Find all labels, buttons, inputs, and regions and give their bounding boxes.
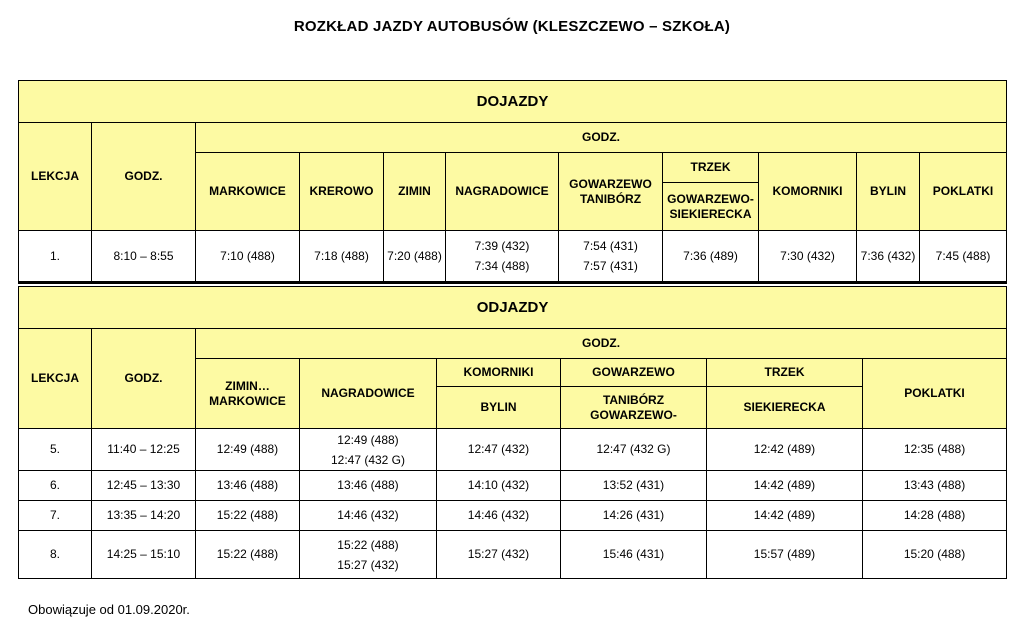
stop-header-taniborz: TANIBÓRZ GOWARZEWO- — [561, 387, 707, 429]
cell-gowarzewo: 13:52 (431) — [561, 471, 707, 501]
stop-header-poklatki: POKLATKI — [863, 359, 1007, 429]
arrivals-section-title: DOJAZDY — [19, 81, 1007, 123]
col-godz-header: GODZ. — [92, 123, 196, 231]
cell-gowarzewo: 12:47 (432 G) — [561, 429, 707, 471]
time-entry: 15:27 (432) — [337, 557, 399, 572]
cell-lekcja: 7. — [19, 501, 92, 531]
cell-zimin: 12:49 (488) — [196, 429, 300, 471]
cell-krerowo: 7:18 (488) — [300, 231, 384, 283]
cell-zimin: 13:46 (488) — [196, 471, 300, 501]
table-row — [19, 501, 1007, 531]
time-entry: 12:47 (432 G) — [330, 452, 406, 467]
stop-header-trzek: TRZEK — [707, 359, 863, 387]
time-entry: 7:34 (488) — [474, 259, 530, 273]
cell-trzek: 14:42 (489) — [707, 471, 863, 501]
cell-godz: 8:10 – 8:55 — [92, 231, 196, 283]
stop-header-gowarzewo: GOWARZEWO — [561, 359, 707, 387]
cell-zimin: 7:20 (488) — [384, 231, 446, 283]
document-title: ROZKŁAD JAZDY AUTOBUSÓW (KLESZCZEWO – SZKOŁA) — [293, 18, 731, 35]
stop-header-siekierecka: SIEKIERECKA — [707, 387, 863, 429]
cell-lekcja: 6. — [19, 471, 92, 501]
cell-komorniki: 14:10 (432) — [437, 471, 561, 501]
col-lekcja-header: LEKCJA — [19, 123, 92, 231]
cell-trzek: 14:42 (489) — [707, 501, 863, 531]
cell-nagradowice: 14:46 (432) — [300, 501, 437, 531]
stop-header-nagradowice: NAGRADOWICE — [446, 153, 559, 231]
stop-header-zimin: ZIMIN — [384, 153, 446, 231]
departures-table — [18, 286, 1007, 579]
cell-godz: 11:40 – 12:25 — [92, 429, 196, 471]
cell-poklatki: 12:35 (488) — [863, 429, 1007, 471]
validity-note: Obowiązuje od 01.09.2020r. — [28, 602, 190, 617]
cell-zimin: 15:22 (488) — [196, 501, 300, 531]
cell-poklatki: 7:45 (488) — [920, 231, 1007, 283]
cell-nagradowice — [300, 429, 437, 471]
cell-lekcja: 8. — [19, 531, 92, 579]
cell-poklatki: 14:28 (488) — [863, 501, 1007, 531]
col-godz-header: GODZ. — [92, 329, 196, 429]
cell-lekcja: 5. — [19, 429, 92, 471]
cell-gowarzewo — [559, 231, 663, 283]
cell-trzek: 7:36 (489) — [663, 231, 759, 283]
stop-header-komorniki: KOMORNIKI — [437, 359, 561, 387]
stop-header-komorniki: KOMORNIKI — [759, 153, 857, 231]
cell-nagradowice: 13:46 (488) — [300, 471, 437, 501]
time-entry: 7:54 (431) — [583, 239, 638, 253]
cell-godz: 12:45 – 13:30 — [92, 471, 196, 501]
cell-trzek: 12:42 (489) — [707, 429, 863, 471]
stop-header-bylin: BYLIN — [857, 153, 920, 231]
time-entry: 7:57 (431) — [583, 259, 638, 273]
group-godz-header: GODZ. — [196, 329, 1007, 359]
cell-komorniki: 12:47 (432) — [437, 429, 561, 471]
cell-zimin: 15:22 (488) — [196, 531, 300, 579]
cell-komorniki: 14:46 (432) — [437, 501, 561, 531]
time-entry: 12:49 (488) — [337, 432, 399, 447]
stop-header-poklatki: POKLATKI — [920, 153, 1007, 231]
departures-section-title: ODJAZDY — [19, 287, 1007, 329]
cell-gowarzewo: 14:26 (431) — [561, 501, 707, 531]
cell-godz: 13:35 – 14:20 — [92, 501, 196, 531]
cell-nagradowice — [446, 231, 559, 283]
cell-komorniki: 15:27 (432) — [437, 531, 561, 579]
table-row — [19, 471, 1007, 501]
group-godz-header: GODZ. — [196, 123, 1007, 153]
stop-header-trzek: TRZEK — [663, 153, 759, 183]
cell-trzek: 15:57 (489) — [707, 531, 863, 579]
cell-nagradowice — [300, 531, 437, 579]
cell-bylin: 7:36 (432) — [857, 231, 920, 283]
time-entry: 15:22 (488) — [337, 537, 399, 552]
stop-header-zimin-markowice: ZIMIN… MARKOWICE — [196, 359, 300, 429]
cell-poklatki: 13:43 (488) — [863, 471, 1007, 501]
stop-header-gowarzewo-siekierecka: GOWARZEWO-SIEKIERECKA — [663, 183, 759, 231]
table-row — [19, 531, 1007, 579]
stop-header-krerowo: KREROWO — [300, 153, 384, 231]
cell-gowarzewo: 15:46 (431) — [561, 531, 707, 579]
stop-header-bylin: BYLIN — [437, 387, 561, 429]
cell-poklatki: 15:20 (488) — [863, 531, 1007, 579]
cell-markowice: 7:10 (488) — [196, 231, 300, 283]
cell-lekcja: 1. — [19, 231, 92, 283]
table-row — [19, 429, 1007, 471]
time-entry: 7:39 (432) — [474, 239, 530, 253]
cell-godz: 14:25 – 15:10 — [92, 531, 196, 579]
stop-header-markowice: MARKOWICE — [196, 153, 300, 231]
stop-header-gowarzewo: GOWARZEWO TANIBÓRZ — [559, 153, 663, 231]
cell-komorniki: 7:30 (432) — [759, 231, 857, 283]
table-row — [19, 231, 1007, 283]
arrivals-table — [18, 80, 1007, 284]
col-lekcja-header: LEKCJA — [19, 329, 92, 429]
stop-header-nagradowice: NAGRADOWICE — [300, 359, 437, 429]
